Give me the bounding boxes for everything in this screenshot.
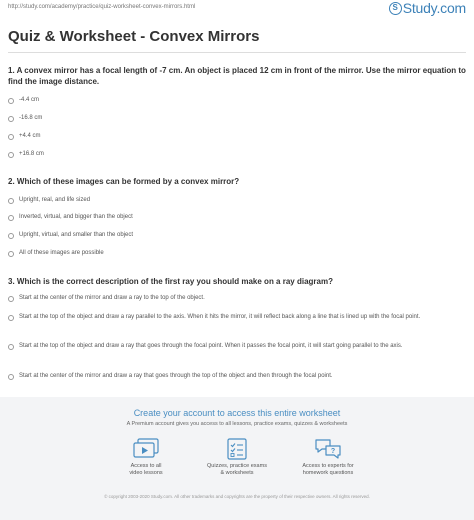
cta-title[interactable]: Create your account to access this entire worksheet bbox=[133, 408, 341, 418]
radio-button[interactable] bbox=[8, 296, 14, 302]
quiz-icon bbox=[222, 438, 252, 460]
radio-button[interactable] bbox=[8, 134, 14, 140]
answer-option[interactable] bbox=[8, 114, 464, 123]
answer-text: +4.4 cm bbox=[19, 133, 41, 139]
logo-text: Study.com bbox=[402, 0, 466, 16]
answer-text: -16.8 cm bbox=[19, 115, 43, 121]
page-title: Quiz & Worksheet - Convex Mirrors bbox=[8, 28, 260, 45]
title-divider bbox=[8, 52, 466, 53]
answer-option[interactable] bbox=[8, 313, 464, 322]
answer-option[interactable] bbox=[8, 249, 464, 258]
question-2: 2. Which of these images can be formed by a convex mirror? bbox=[8, 177, 240, 186]
answer-option[interactable] bbox=[8, 294, 464, 303]
answer-text: Start at the top of the object and draw a ray that goes through the focal point. When it passes the focal point, it will start going parallel to the axis. bbox=[19, 343, 403, 349]
answer-option[interactable] bbox=[8, 372, 464, 381]
answer-text: Start at the top of the object and draw a ray parallel to the axis. When it hits the mirror, it will reflect back along a line that is lined up with the focal point. bbox=[19, 314, 421, 320]
logo-mark-icon: S bbox=[389, 2, 402, 15]
feature-quizzes bbox=[192, 438, 282, 477]
radio-button[interactable] bbox=[8, 344, 14, 350]
radio-button[interactable] bbox=[8, 116, 14, 122]
page-url: http://study.com/academy/practice/quiz-worksheet-convex-mirrors.html bbox=[8, 4, 196, 10]
answer-text: All of these images are possible bbox=[19, 250, 104, 256]
answer-text: Upright, virtual, and smaller than the object bbox=[19, 232, 134, 238]
answer-option[interactable] bbox=[8, 342, 464, 351]
feature-experts bbox=[283, 438, 373, 477]
answer-text: Start at the center of the mirror and draw a ray to the top of the object. bbox=[19, 295, 205, 301]
answer-text: Start at the center of the mirror and draw a ray that goes through the top of the object and then through the focal point. bbox=[19, 373, 333, 379]
answer-option[interactable] bbox=[8, 150, 464, 159]
svg-text:?: ? bbox=[330, 448, 336, 455]
video-lessons-icon bbox=[131, 438, 161, 460]
feature-video-lessons bbox=[101, 438, 191, 477]
radio-button[interactable] bbox=[8, 198, 14, 204]
radio-button[interactable] bbox=[8, 152, 14, 158]
feature-label: Access to all video lessons bbox=[129, 463, 163, 476]
answer-text: Inverted, virtual, and bigger than the object bbox=[19, 214, 133, 220]
question-1: 1. A convex mirror has a focal length of -7 cm. An object is placed 12 cm in front of the mirror. Use the mirror equation to find the image distance. bbox=[8, 66, 466, 86]
study-logo[interactable] bbox=[389, 1, 466, 15]
radio-button[interactable] bbox=[8, 215, 14, 221]
answer-option[interactable] bbox=[8, 96, 464, 105]
radio-button[interactable] bbox=[8, 315, 14, 321]
radio-button[interactable] bbox=[8, 98, 14, 104]
copyright-notice: © copyright 2003-2020 Study.com. All other trademarks and copyrights are the property of their respective owners. All rights reserved. bbox=[104, 494, 370, 499]
answer-option[interactable] bbox=[8, 132, 464, 141]
top-bar bbox=[0, 0, 474, 18]
answer-option[interactable] bbox=[8, 213, 464, 222]
radio-button[interactable] bbox=[8, 251, 14, 257]
feature-label: Access to experts for homework questions bbox=[302, 463, 354, 476]
radio-button[interactable] bbox=[8, 374, 14, 380]
feature-label: Quizzes, practice exams & worksheets bbox=[207, 463, 267, 476]
premium-cta-panel bbox=[0, 397, 474, 520]
answer-option[interactable] bbox=[8, 196, 464, 205]
question-3: 3. Which is the correct description of the first ray you should make on a ray diagram? bbox=[8, 277, 333, 286]
cta-subtitle: A Premium account gives you access to all lessons, practice exams, quizzes & worksheets bbox=[126, 421, 348, 427]
expert-chat-icon bbox=[313, 438, 343, 460]
answer-text: Upright, real, and life sized bbox=[19, 197, 91, 203]
answer-text: -4.4 cm bbox=[19, 97, 40, 103]
radio-button[interactable] bbox=[8, 233, 14, 239]
answer-option[interactable] bbox=[8, 231, 464, 240]
answer-text: +16.8 cm bbox=[19, 151, 44, 157]
